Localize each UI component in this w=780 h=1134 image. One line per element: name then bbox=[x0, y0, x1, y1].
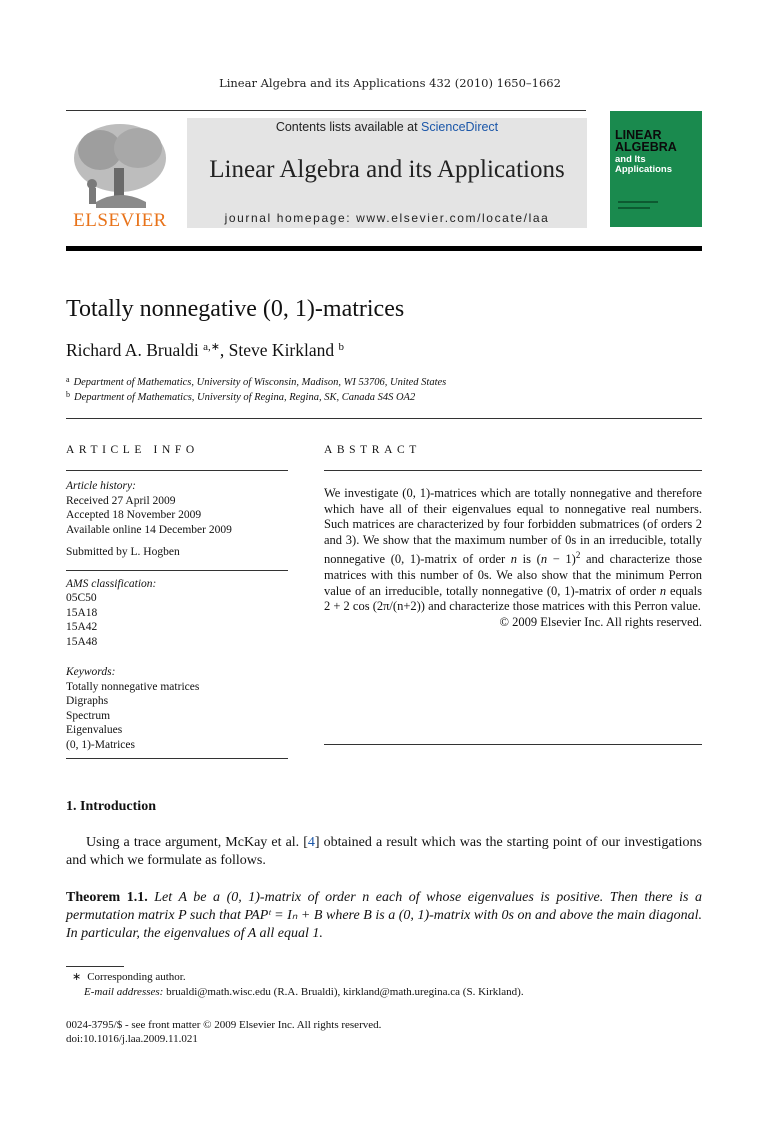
column-rule bbox=[324, 470, 702, 471]
keyword: Totally nonnegative matrices bbox=[66, 680, 200, 693]
article-info-column bbox=[66, 444, 288, 759]
cover-decoration bbox=[618, 207, 650, 209]
cover-decoration bbox=[618, 201, 658, 203]
keywords bbox=[66, 665, 288, 752]
header-thick-rule bbox=[66, 246, 702, 251]
abstract-fragment: and characterize those matrices with this Perron value. bbox=[424, 599, 701, 614]
contents-line bbox=[187, 120, 587, 134]
reference-link[interactable]: 4 bbox=[307, 835, 315, 850]
cover-title-line-3: and Its bbox=[615, 154, 646, 165]
ams-code: 15A18 bbox=[66, 606, 98, 619]
author-1-sup[interactable]: a,∗ bbox=[203, 341, 220, 353]
keyword: Eigenvalues bbox=[66, 724, 123, 736]
elsevier-wordmark: ELSEVIER bbox=[73, 210, 167, 231]
author-list bbox=[66, 340, 344, 361]
footnote-text: Corresponding author. bbox=[87, 971, 186, 983]
article-history bbox=[66, 479, 288, 560]
doi-line[interactable]: doi:10.1016/j.laa.2009.11.021 bbox=[66, 1033, 198, 1045]
theorem-label: Theorem 1.1. bbox=[66, 890, 148, 905]
math-var: n bbox=[510, 552, 518, 567]
footnote-mark: ∗ bbox=[72, 971, 82, 983]
theorem-text: Let A be a (0, 1)-matrix of order n each of whose eigenvalues is positive. Then there is a permutation matrix P such that PAPᵗ = Iₙ + B where B is a (0, 1)-matrix with 0s on and above the main diagonal. In particular, the eigenvalues of A all equal 1. bbox=[66, 890, 702, 941]
received-date: Received 27 April 2009 bbox=[66, 494, 176, 507]
affiliation-mark: b bbox=[66, 390, 70, 399]
affiliation bbox=[66, 375, 446, 388]
sciencedirect-link[interactable]: ScienceDirect bbox=[421, 120, 499, 134]
column-rule bbox=[66, 470, 288, 471]
section-rule bbox=[66, 418, 702, 419]
affiliation-text: Department of Mathematics, University of Wisconsin, Madison, WI 53706, United States bbox=[73, 377, 447, 388]
abstract-fragment: is ( bbox=[517, 552, 541, 567]
ams-code: 15A48 bbox=[66, 635, 98, 648]
affiliation-text: Department of Mathematics, University of Regina, Regina, SK, Canada S4S OA2 bbox=[74, 392, 416, 403]
abstract-heading: ABSTRACT bbox=[324, 444, 421, 456]
abstract-fragment: and characterize those matrices with this number of 0s. We also show that the minimum Perron value of an irreducible, totally nonnegative (0, 1)-matrix of order bbox=[324, 552, 703, 598]
cover-title-line-2: ALGEBRA bbox=[615, 140, 677, 154]
ams-label: AMS classification: bbox=[66, 577, 157, 590]
theorem bbox=[66, 889, 702, 943]
ams-code: 05C50 bbox=[66, 592, 97, 604]
journal-homepage[interactable]: journal homepage: www.elsevier.com/locate/laa bbox=[224, 211, 550, 225]
column-rule bbox=[66, 758, 288, 759]
ams-code: 15A42 bbox=[66, 621, 98, 633]
contents-prefix: Contents lists available at bbox=[275, 120, 422, 134]
header-top-rule bbox=[66, 110, 586, 111]
issn-line: 0024-3795/$ - see front matter © 2009 Elsevier Inc. All rights reserved. bbox=[66, 1019, 382, 1031]
intro-paragraph bbox=[66, 834, 702, 870]
abstract-column bbox=[324, 444, 702, 745]
accepted-date: Accepted 18 November 2009 bbox=[66, 509, 202, 521]
author-separator: , bbox=[219, 340, 229, 360]
available-date: Available online 14 December 2009 bbox=[66, 523, 232, 536]
affiliation bbox=[66, 390, 415, 403]
section-heading: 1. Introduction bbox=[66, 799, 156, 814]
email-label: E-mail addresses: bbox=[84, 986, 164, 998]
ams-classification bbox=[66, 577, 288, 650]
cover-title-line-4: Applications bbox=[615, 164, 673, 175]
journal-cover bbox=[610, 111, 702, 227]
cover-title bbox=[615, 129, 677, 153]
math-var: n bbox=[540, 552, 548, 567]
text-fragment: Using a trace argument, McKay et al. [ bbox=[86, 835, 308, 850]
footnote-rule bbox=[66, 966, 124, 967]
affiliation-mark: a bbox=[66, 375, 70, 384]
journal-banner bbox=[187, 118, 587, 228]
footnote-corresponding bbox=[66, 970, 186, 983]
math-var: n bbox=[659, 583, 667, 598]
abstract-fragment: − 1) bbox=[547, 552, 576, 567]
footnote-emails bbox=[84, 986, 524, 998]
keywords-label: Keywords: bbox=[66, 666, 116, 678]
abstract-fragment: equals 2 + 2 cos (2π/(n+2)) bbox=[324, 583, 702, 614]
cover-title-line-1: LINEAR bbox=[615, 128, 662, 142]
keyword: (0, 1)-Matrices bbox=[66, 738, 135, 751]
abstract-fragment: We investigate (0, 1)-matrices which are totally nonnegative and therefore which have all of their eigenvalues equal to nonnegative real numbers. Such matrices are characterized by four forbidden submatrices (of orders 2 and 3). We show that the maximum number of 0s in an irreducible, totally nonnegative (0, 1)-matrix of order bbox=[324, 486, 702, 567]
author-2: Steve Kirkland bbox=[228, 340, 335, 360]
text-fragment: ] obtained a result which was the starting point of our investigations and which we formulate as follows. bbox=[66, 835, 702, 868]
cover-subtitle bbox=[615, 155, 672, 175]
submitted-by: Submitted by L. Hogben bbox=[66, 546, 180, 558]
history-label: Article history: bbox=[66, 480, 136, 492]
email-addresses[interactable]: brualdi@math.wisc.edu (R.A. Brualdi), kirkland@math.uregina.ca (S. Kirkland). bbox=[166, 986, 524, 998]
column-rule bbox=[324, 744, 702, 745]
copyright: © 2009 Elsevier Inc. All rights reserved. bbox=[499, 614, 702, 629]
article-info-heading: ARTICLE INFO bbox=[66, 444, 199, 456]
column-rule bbox=[66, 570, 288, 571]
author-1: Richard A. Brualdi bbox=[66, 340, 199, 360]
elsevier-logo bbox=[66, 118, 174, 233]
keyword: Digraphs bbox=[66, 695, 109, 707]
journal-citation: Linear Algebra and its Applications 432 (2010) 1650–1662 bbox=[219, 76, 561, 90]
math-exponent: 2 bbox=[575, 550, 581, 561]
keyword: Spectrum bbox=[66, 709, 111, 722]
article-title: Totally nonnegative (0, 1)-matrices bbox=[66, 296, 405, 322]
abstract-text bbox=[324, 486, 702, 615]
author-2-sup[interactable]: b bbox=[338, 341, 345, 353]
journal-name: Linear Algebra and its Applications bbox=[209, 156, 565, 183]
